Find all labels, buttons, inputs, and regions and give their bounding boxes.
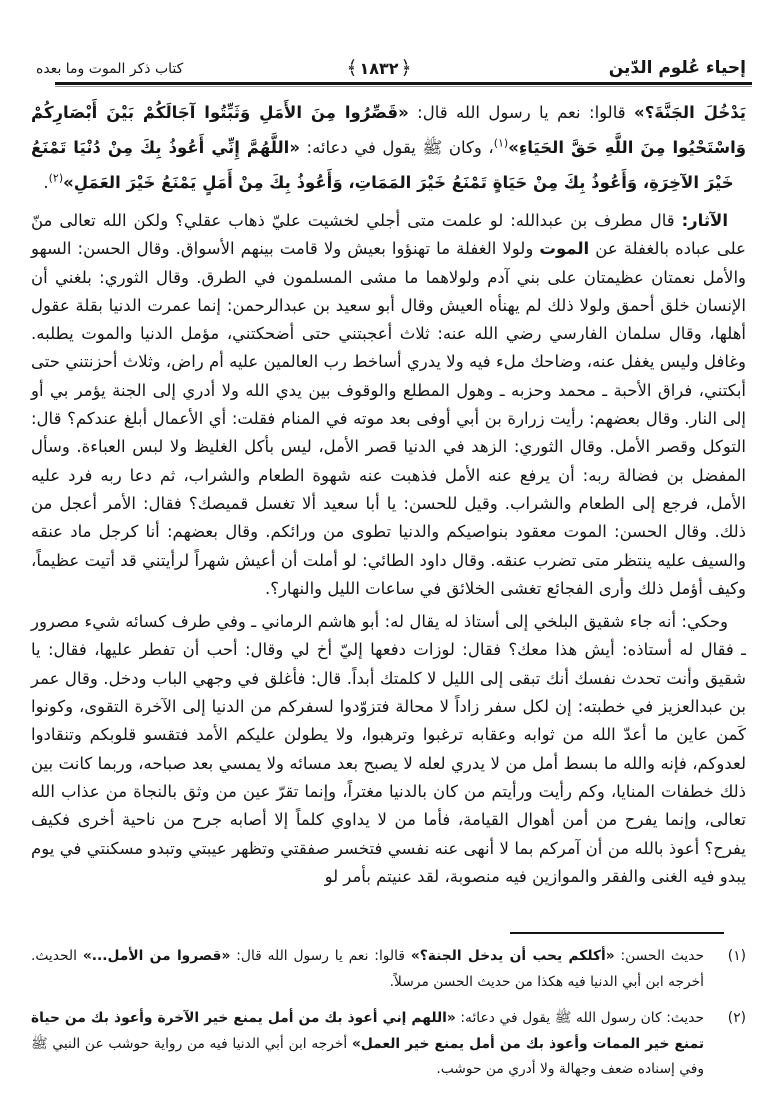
chapter-title: كتاب ذكر الموت وما بعده [36,61,184,77]
text-segment: قالوا: نعم يا رسول الله قال: [230,948,411,964]
footnotes [31,944,746,1094]
footnote-separator [510,932,724,934]
text-segment: يَدْخُلَ الجَنَّةَ؟» [634,103,746,122]
hadith-paragraph [31,95,746,200]
text-segment: «أكلكم يحب أن يدخل الجنة؟» [410,948,615,964]
hikaya-paragraph [31,608,746,891]
text-segment: «اللَّهُمَّ إِنِّي أَعُوذُ بِكَ مِنْ دُنْيَا تَمْنَعُ خَيْرَ الآخِرَةِ، وَأَعُوذُ بِكَ مِنْ حَيَاةٍ تَمْنَعُ خَيْرَ المَمَاتِ، وَأَعُوذُ بِكَ مِنْ أَمَلٍ يَمْنَعُ خَيْرَ العَمَلِ» [31,138,734,192]
body-text [31,95,746,896]
footnote-text [31,1006,704,1083]
text-segment: وحكي: أنه جاء شقيق البلخي إلى أستاذ له يقال له: أبو هاشم الرماني ـ وفي طرف كسائه شيء مصرور ـ فقال له أستاذه: أيش هذا معك؟ فقال: لوزات دفعها إليّ أخ لي وقال: أحب أن تفطر عليها، فقال: يا شقيق وأنت تحدث نفسك أنك تبقى إلى الليل لا كلمتك أبداً. قال: فأغلق في وجهي الباب ودخل. وقال عمر بن عبدالعزيز في خطبته: إن لكل سفر زاداً لا محالة فتزوّدوا لسفركم من الدنيا إلى الآخرة التقوى، وكونوا كَمن عاين ما أعدّ الله من ثوابه وعقابه ترغبوا وترهبوا، ولا يطولن عليكم الأمد فتقسو قلوبكم وتنقادوا لعدوكم، فإنه والله ما بسط أمل من لا يدري لعله لا يصبح بعد مسائه ولا يمسي بعد صباحه، وربما كانت بين ذلك خطفات المنايا، وكم رأيت ورأيتم من كان بالدنيا مغتراً، وإنما تقرّ عين من وثق بالنجاة من عذاب الله تعالى، وإنما يفرح من أمن أهوال القيامة، فأما من لا يداوي كلماً إلا أصابه جرح من ناحية أخرى فكيف يفرح؟ أعوذ بالله من أن آمركم بما لا أنهى عنه نفسي فتخسر صفقتي وتظهر عيبتي وتبدو مسكنتي في يوم يبدو فيه الغنى والفقر والموازين فيه منصوبة، لقد عنيتم بأمر لو [31,612,746,886]
footnote-ref-2: (٢) [48,171,64,185]
text-segment: حديث: كان رسول الله ﷺ يقول في دعائه: [455,1010,704,1026]
text-segment: حديث الحسن: [614,948,704,964]
text-segment: أخرجه ابن أبي الدنيا فيه من رواية حوشب عن النبي ﷺ وفي إسناده ضعف وجهالة ولا أدري من حوشب. [31,1035,704,1077]
text-segment: الحديث. أخرجه ابن أبي الدنيا فيه هكذا من حديث الحسن مرسلاً. [31,948,704,990]
athar-paragraph [31,207,746,603]
book-title: إحياء عُلوم الدّين [608,58,746,78]
ornate-bracket-left-icon: ﴾ [346,57,358,79]
text-segment: ولولا الغفلة ما تهنؤوا بعيش ولا قامت بينهم الأسواق. وقال الحسن: السهو والأمل نعمتان عظيمتان على بني آدم ولولاهما ما مشى المسلمون في الطرق. وقال الثوري: بلغني أن الإنسان خلق أحمق ولولا ذلك لم يهنأه العيش وقال أبو سعيد بن عبدالرحمن: إنما عمرت الدنيا بقلة عقول أهلها، وقال سلمان الفارسي رضي الله عنه: ثلاث أعجبتني حتى أضحكتني، مؤمل الدنيا والموت يطلبه. وغافل وليس يغفل عنه، وضاحك ملء فيه ولا يدري أساخط رب العالمين عليه أم راض، وثلاث أحزنتني حتى أبكتني، فراق الأحبة ـ محمد وحزبه ـ وهول المطلع والوقوف بين يدي الله ولا أدري إلى الجنة يؤمر بي أو إلى النار. وقال بعضهم: رأيت زرارة بن أبي أوفى بعد موته في المنام فقلت: أي الأعمال أبلغ عندكم؟ قال: التوكل وقصر الأمل. وقال الثوري: الزهد في الدنيا قصر الأمل، ليس بأكل الغليظ ولا لبس العباءة. وسأل المفضل بن فضالة ربه: أن يرفع عنه الأمل فذهبت عنه شهوة الطعام والشراب، ثم دعا ربه فرد عليه الأمل، فرجع إلى الطعام والشراب. وقيل للحسن: يا أبا سعيد ألا تغسل قميصك؟ فقال: الأمر أعجل من ذلك. وقال الحسن: الموت معقود بنواصيكم والدنيا تطوى من ورائكم. وقال بعضهم: أنا كرجل ماد عنقه والسيف عليه ينتظر متى تضرب عنقه. وقال داود الطائي: لو أملت أن أعيش شهراً لرأيتني قد أتيت عظيماً، وكيف أؤمل ذلك وأرى الفجائع تغشى الخلائق في ساعات الليل والنهار؟. [31,239,746,598]
text-segment: . [43,173,49,192]
text-segment: «قَصِّرُوا مِنَ الأَمَلِ وَثَبِّتُوا آجَالَكُمْ بَيْنَ أَبْصَارِكُمْ وَاسْتَحْيُوا مِنَ اللَّهِ حَقَّ الحَيَاءِ» [31,103,746,157]
page-number-value: ١٨٣٢ [359,58,399,78]
section-label: الآثار: [681,211,728,230]
footnote-text [31,944,704,995]
text-segment: قال مطرف بن عبدالله: لو علمت متى أجلي لخشيت عليّ ذهاب عقلي؟ ولكن الله تعالى منّ على عباده بالغفلة عن [31,211,746,259]
text-segment: «اللهم إني أعوذ بك من أمل يمنع خير الآخرة وأعوذ بك من حياة تمنع خير الممات وأعوذ بك من أمل يمنع خير العمل» [31,1010,704,1052]
footnote-1 [31,944,746,995]
header-rule [55,82,752,85]
footnote-ref-1: (١) [493,136,509,150]
footnote-2 [31,1006,746,1083]
page-header [10,56,748,84]
ornate-bracket-right-icon: ﴿ [400,57,412,79]
footnote-marker: (١) [727,948,746,964]
footnote-marker: (٢) [727,1010,746,1026]
page-number [346,57,411,79]
text-segment: ، وكان ﷺ يقول في دعائه: [300,138,494,157]
text-segment: الموت [539,239,590,259]
text-segment: «قصروا من الأمل...» [82,948,231,964]
text-segment: قالوا: نعم يا رسول الله قال: [408,103,635,122]
